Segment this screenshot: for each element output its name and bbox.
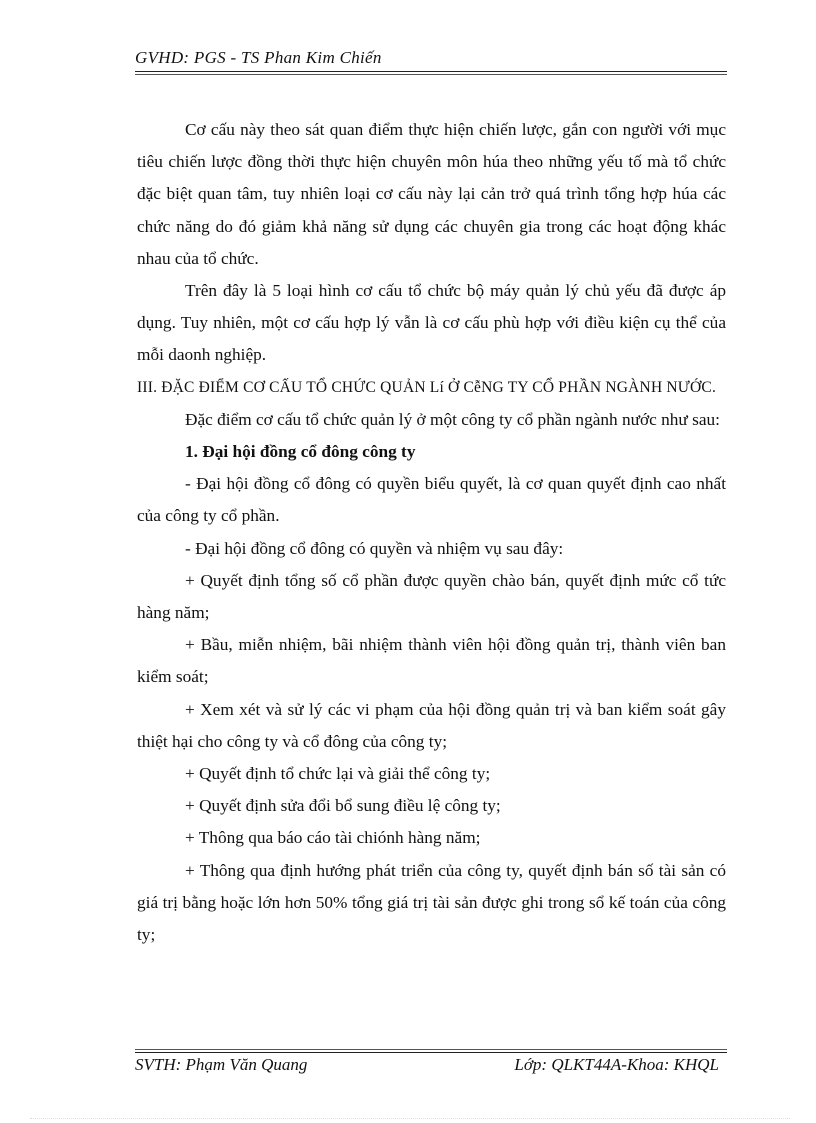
list-item: + Thông qua định hướng phát triển của công ty, quyết định bán số tài sản có giá trị bằng hoặc lớn hơn 50% tổng giá trị tài sản được ghi trong sổ kế toán của công ty; bbox=[137, 860, 726, 945]
list-item: + Thông qua báo cáo tài chiónh hàng năm; bbox=[185, 828, 481, 848]
list-item: + Bầu, miễn nhiệm, bãi nhiệm thành viên hội đồng quản trị, thành viên ban kiểm soát; bbox=[137, 635, 726, 687]
list-item: - Đại hội đồng cổ đông có quyền biểu quyết, là cơ quan quyết định cao nhất của công ty cổ phần. bbox=[137, 474, 726, 526]
page-bottom-border bbox=[30, 1118, 790, 1119]
paragraph-intro: Đặc điểm cơ cấu tổ chức quản lý ở một công ty cổ phần ngành nước như sau: bbox=[185, 409, 720, 429]
footer-student: SVTH: Phạm Văn Quang bbox=[135, 1055, 308, 1074]
list-item: + Quyết định sửa đổi bổ sung điều lệ công ty; bbox=[185, 796, 501, 816]
list-item: + Xem xét và sử lý các vi phạm của hội đồng quản trị và ban kiểm soát gây thiệt hại cho công ty và cổ đông của công ty; bbox=[137, 699, 726, 751]
footer-class: Lớp: QLKT44A-Khoa: KHQL bbox=[514, 1055, 719, 1074]
paragraph-structure-summary: Cơ cấu này theo sát quan điểm thực hiện chiến lược, gắn con người với mục tiêu chiến lược đồng thời thực hiện chuyên môn húa theo những yếu tố mà tổ chức đặc biệt quan tâm, tuy nhiên loại cơ cấu này lại cản trở quá trình tổng hợp húa các chức năng do đó giảm khả năng sử dụng các chuyên gia trong các hoạt động khác nhau của tổ chức. bbox=[137, 120, 726, 268]
paragraph-five-types: Trên đây là 5 loại hình cơ cấu tổ chức bộ máy quản lý chủ yếu đã được áp dụng. Tuy nhiên, một cơ cấu hợp lý vẫn là cơ cấu phù hợp với điều kiện cụ thể của mỗi daonh nghiệp. bbox=[137, 281, 726, 365]
page-footer bbox=[135, 1055, 727, 1079]
list-item: - Đại hội đồng cổ đông có quyền và nhiệm vụ sau đây: bbox=[185, 538, 564, 558]
page-header: GVHD: PGS - TS Phan Kim Chiến bbox=[135, 48, 382, 67]
list-item: + Quyết định tổng số cổ phần được quyền chào bán, quyết định mức cổ tức hàng năm; bbox=[137, 570, 726, 623]
subsection-heading: 1. Đại hội đồng cổ đông công ty bbox=[185, 442, 416, 462]
document-body bbox=[137, 114, 726, 951]
list-item: + Quyết định tổ chức lại và giải thể công ty; bbox=[185, 764, 491, 784]
header-rule-thin bbox=[135, 74, 727, 75]
section-heading: III. ĐẶC ĐIỂM CƠ CẤU TỔ CHỨC QUẢN Lí Ở CễNG TY CỔ PHẦN NGÀNH NƯỚC. bbox=[137, 378, 717, 396]
footer-rule bbox=[135, 1052, 727, 1053]
header-rule bbox=[135, 71, 727, 72]
footer-rule-thin bbox=[135, 1049, 727, 1050]
